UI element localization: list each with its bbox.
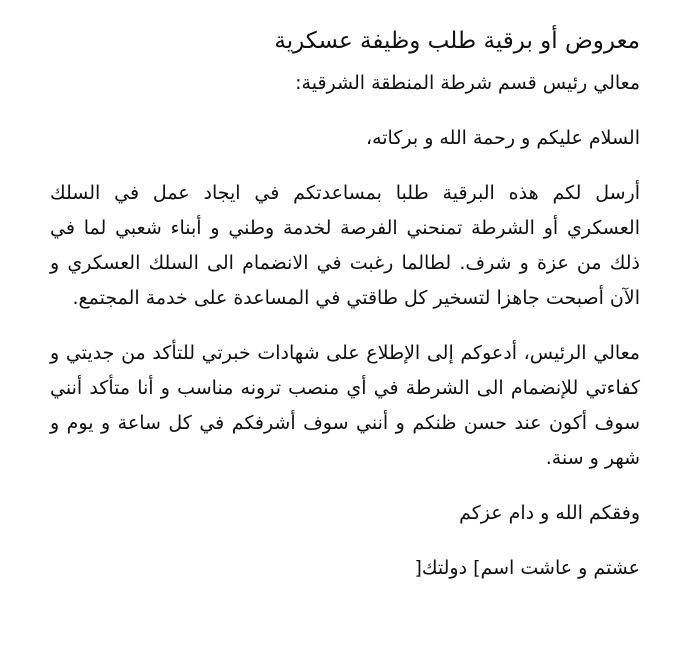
body-paragraph-1: أرسل لكم هذه البرقية طلبا بمساعدتكم في ايجاد عمل في السلك العسكري أو الشرطة تمنحني الفرصة لخدمة وطني و أبناء شعبي لما في ذلك من عزة و شرف. لطالما رغبت في الانضمام الى السلك العسكري و الآن أصبحت جاهزا لتسخير كل طاقتي في المساعدة على خدمة المجتمع. <box>50 182 640 309</box>
salutation-line: معالي رئيس قسم شرطة المنطقة الشرقية: <box>295 72 640 94</box>
body-paragraph-2: معالي الرئيس، أدعوكم إلى الإطلاع على شهادات خبرتي للتأكد من جديتي و كفاءتي للإنضمام الى الشرطة في أي منصب ترونه مناسب و أنا متأكد أنني سوف أكون عند حسن ظنكم و أنني سوف أشرفكم في كل ساعة و يوم و شهر و سنة. <box>50 342 640 469</box>
closing-line: وفقكم الله و دام عزكم <box>459 502 640 524</box>
document-title: معروض أو برقية طلب وظيفة عسكرية <box>274 28 640 54</box>
greeting-line: السلام عليكم و رحمة الله و بركاته، <box>365 127 640 149</box>
signoff-line: عشتم و عاشت اسم] دولتك[ <box>414 557 640 579</box>
